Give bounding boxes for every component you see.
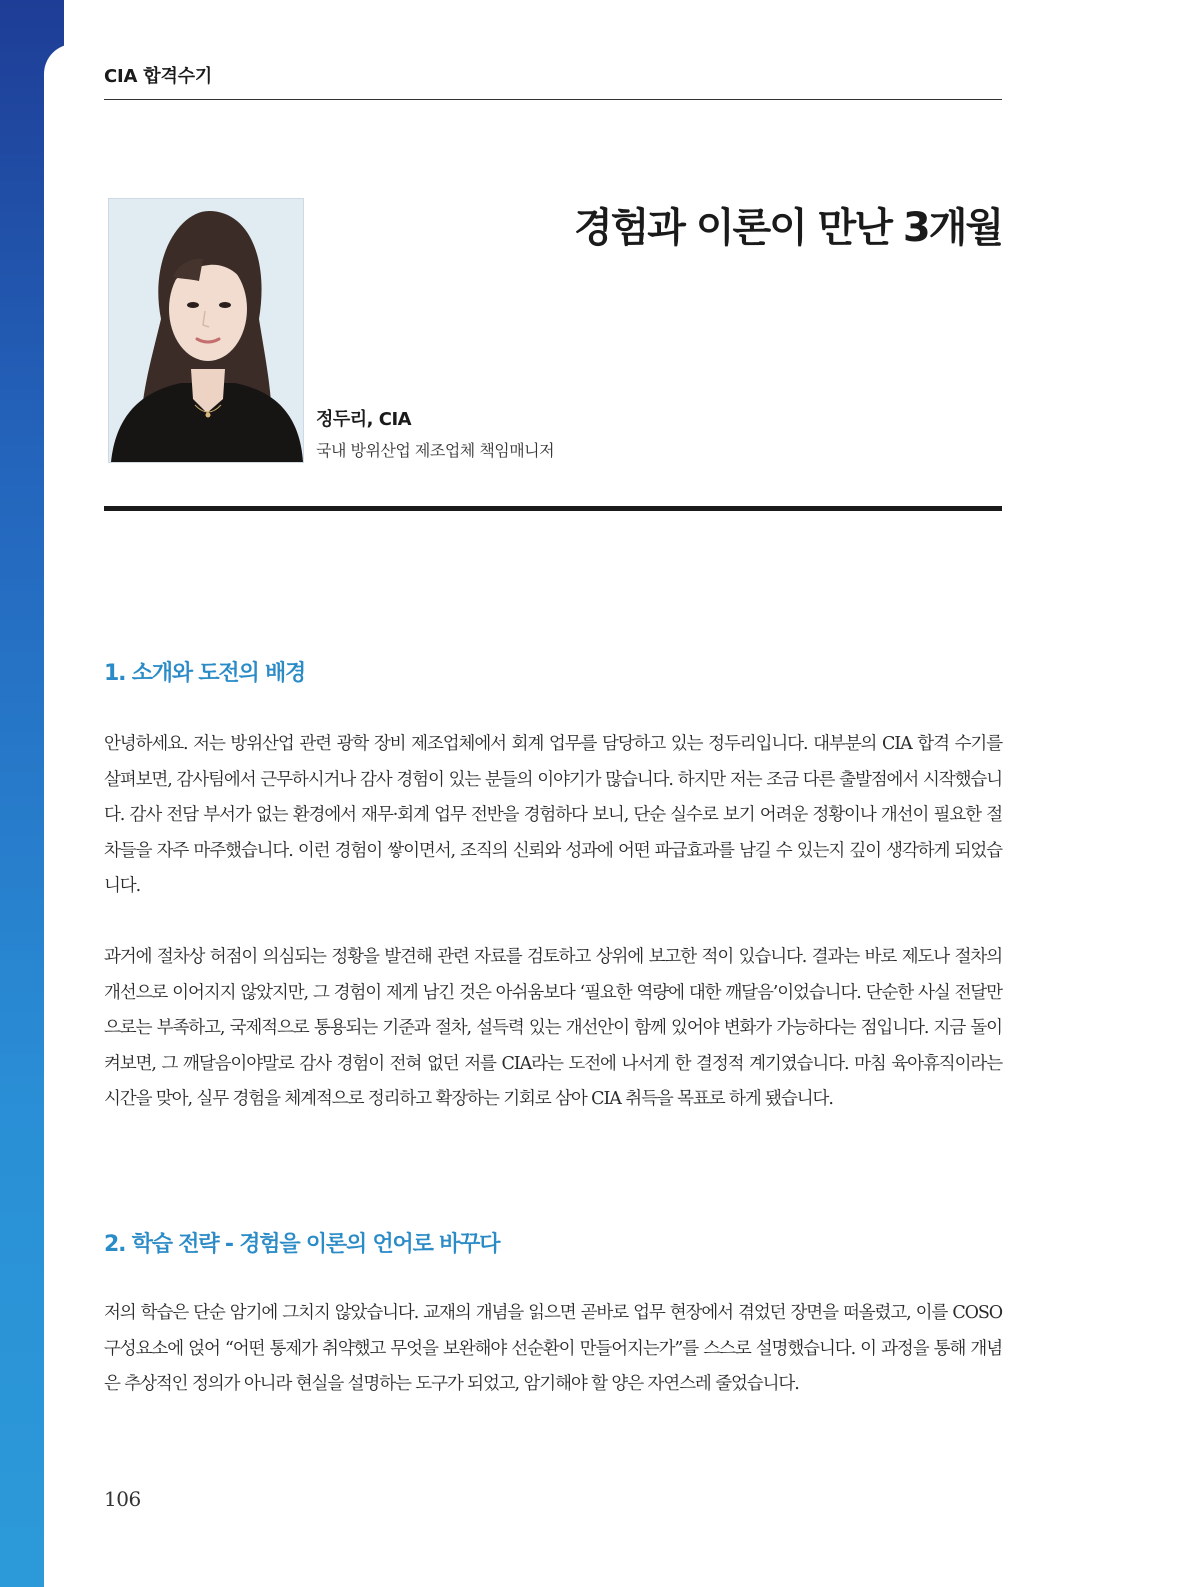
author-photo — [108, 198, 304, 463]
author-portrait-image — [109, 199, 303, 462]
article-title: 경험과 이론이 만난 3개월 — [573, 205, 1002, 251]
title-block-divider — [104, 506, 1002, 511]
running-head: CIA 합격수기 — [104, 66, 213, 87]
header-divider — [104, 99, 1002, 100]
author-name: 정두리, CIA — [316, 409, 412, 430]
page-number: 106 — [104, 1487, 141, 1511]
section-heading-2: 2. 학습 전략 - 경험을 이론의 언어로 바꾸다 — [104, 1232, 500, 1257]
paragraph-strategy: 저의 학습은 단순 암기에 그치지 않았습니다. 교재의 개념을 읽으면 곧바로 업무 현장에서 겪었던 장면을 떠올렸고, 이를 COSO 구성요소에 얹어 “어떤 통제가 취약했고 무엇을 보완해야 선순환이 만들어지는가”를 스스로 설명했습니다. 이 과정을 통해 개념은 추상적인 정의가 아니라 현실을 설명하는 도구가 되었고, 암기해야 할 양은 자연스레 줄었습니다. — [104, 1303, 1002, 1395]
author-role: 국내 방위산업 제조업체 책임매니저 — [316, 441, 555, 460]
paragraph-intro: 안녕하세요. 저는 방위산업 관련 광학 장비 제조업체에서 회계 업무를 담당하고 있는 정두리입니다. 대부분의 CIA 합격 수기를 살펴보면, 감사팀에서 근무하시거나 감사 경험이 있는 분들의 이야기가 많습니다. 하지만 저는 조금 다른 출발점에서 시작했습니다. 감사 전담 부서가 없는 환경에서 재무·회계 업무 전반을 경험하다 보니, 단순 실수로 보기 어려운 정황이나 개선이 필요한 절차들을 자주 마주했습니다. 이런 경험이 쌓이면서, 조직의 신뢰와 성과에 어떤 파급효과를 남길 수 있는지 깊이 생각하게 되었습니다. — [104, 734, 1002, 897]
paragraph-motivation: 과거에 절차상 허점이 의심되는 정황을 발견해 관련 자료를 검토하고 상위에 보고한 적이 있습니다. 결과는 바로 제도나 절차의 개선으로 이어지지 않았지만, 그 경험이 제게 남긴 것은 아쉬움보다 ‘필요한 역량에 대한 깨달음’이었습니다. 단순한 사실 전달만으로는 부족하고, 국제적으로 통용되는 기준과 절차, 설득력 있는 개선안이 함께 있어야 변화가 가능하다는 점입니다. 지금 돌이켜보면, 그 깨달음이야말로 감사 경험이 전혀 없던 저를 CIA라는 도전에 나서게 한 결정적 계기였습니다. 마침 육아휴직이라는 시간을 맞아, 실무 경험을 체계적으로 정리하고 확장하는 기회로 삼아 CIA 취득을 목표로 하게 됐습니다. — [104, 947, 1002, 1110]
section-heading-1: 1. 소개와 도전의 배경 — [104, 661, 306, 686]
